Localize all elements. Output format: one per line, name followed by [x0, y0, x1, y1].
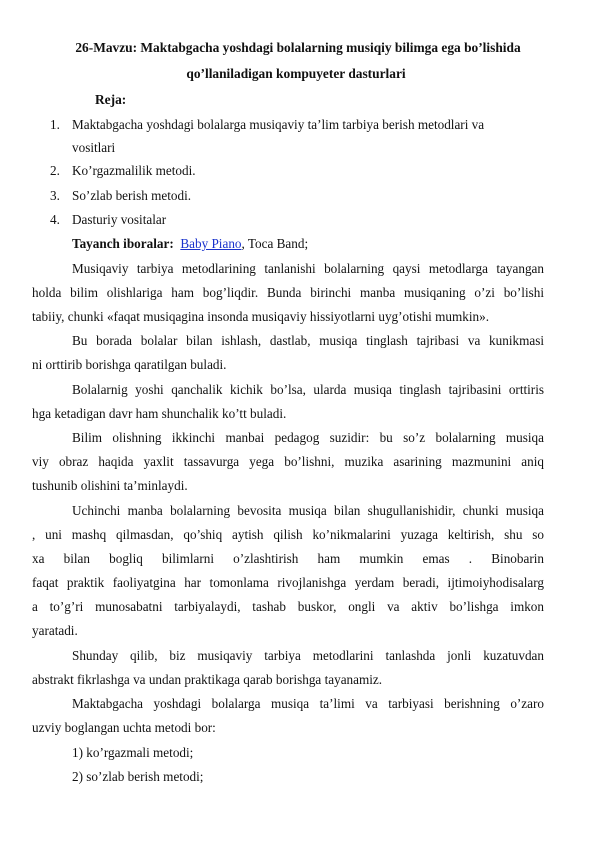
p5-line-4: faqat praktik faoliyatgina har tomonlama rivojlanishga yerdam beradi, ijtimoiyhodisalarg — [32, 575, 544, 590]
method-item-2: 2) so’zlab berish metodi; — [72, 769, 204, 784]
p3-line-1: Bolalarnig yoshi qanchalik kichik bo’lsa, ularda musiqa tinglash tajribasini orttiris — [72, 382, 544, 397]
plan-number-4: 4. — [50, 212, 60, 227]
plan-item-1-cont: vositlari — [72, 140, 116, 155]
keywords-rest: , Toca Band; — [241, 236, 309, 251]
p5-line-5: a to’g’ri munosabatni tarbiyalaydi, tashab buskor, ongli va aktiv bo’lishga imkon — [32, 599, 544, 614]
p4-line-1: Bilim olishning ikkinchi manbai pedagog suzidir: bu so’z bolalarning musiqa — [72, 430, 544, 445]
p5-line-6: yaratadi. — [32, 623, 78, 638]
p1-line-1: Musiqaviy tarbiya metodlarining tanlanishi bolalarning qaysi metodlarga tayangan — [72, 261, 544, 276]
p2-line-2: ni orttirib borishga qaratilgan buladi. — [32, 357, 227, 372]
p1-line-2: holda bilim olishlariga ham bog’liqdir. Bunda birinchi manba musiqaning o’zi bo’lishi — [32, 285, 544, 300]
p1-line-3: tabiiy, chunki «faqat musiqagina insonda musiqaviy hissiyotlarni uyg’otishi mumkin». — [32, 309, 489, 324]
title-line-1: 26-Mavzu: Maktabgacha yoshdagi bolalarning musiqiy bilimga ega bo’lishida — [75, 40, 521, 55]
plan-number-3: 3. — [50, 188, 60, 203]
plan-item-2: Ko’rgazmalilik metodi. — [72, 163, 196, 178]
p4-line-3: tushunib olishini ta’minlaydi. — [32, 478, 188, 493]
method-item-1: 1) ko’rgazmali metodi; — [72, 745, 194, 760]
keywords-line — [72, 236, 308, 252]
p5-line-3: xa bilan bogliq bilimlarni o’zlashtirish ham mumkin emas . Binobarin — [32, 551, 544, 566]
p2-line-1: Bu borada bolalar bilan ishlash, dastlab, musiqa tinglash tajribasi va kunikmasi — [72, 333, 544, 348]
plan-item-1: Maktabgacha yoshdagi bolalarga musiqaviy ta’lim tarbiya berish metodlari va — [72, 117, 485, 132]
plan-item-4: Dasturiy vositalar — [72, 212, 167, 227]
p6-line-1: Shunday qilib, biz musiqaviy tarbiya metodlarini tanlashda jonli kuzatuvdan — [72, 648, 544, 663]
p7-line-1: Maktabgacha yoshdagi bolalarga musiqa ta’limi va tarbiyasi berishning o’zaro — [72, 696, 544, 711]
p6-line-2: abstrakt fikrlashga va undan praktikaga qarab borishga tayanamiz. — [32, 672, 383, 687]
title-line-2: qo’llaniladigan kompuyeter dasturlari — [186, 66, 406, 81]
p3-line-2: hga ketadigan davr ham shunchalik ko’tt buladi. — [32, 406, 287, 421]
baby-piano-link[interactable]: Baby Piano — [180, 236, 242, 251]
p5-line-1: Uchinchi manba bolalarning bevosita musiqa bilan shugullanishidir, chunki musiqa — [72, 503, 544, 518]
p5-line-2: , uni mashq qilmasdan, qo’shiq aytish qilish ko’nikmalarini yuzaga keltirish, shu so — [32, 527, 544, 542]
plan-number-1: 1. — [50, 117, 60, 132]
plan-number-2: 2. — [50, 163, 60, 178]
plan-item-3: So’zlab berish metodi. — [72, 188, 192, 203]
p4-line-2: viy obraz haqida yaxlit tassavurga yega bo’lishni, muzika asarining mazmunini aniq — [32, 454, 544, 469]
p7-line-2: uzviy boglangan uchta metodi bor: — [32, 720, 216, 735]
plan-heading: Reja: — [95, 92, 127, 107]
keywords-label: Tayanch iboralar: — [72, 236, 174, 251]
